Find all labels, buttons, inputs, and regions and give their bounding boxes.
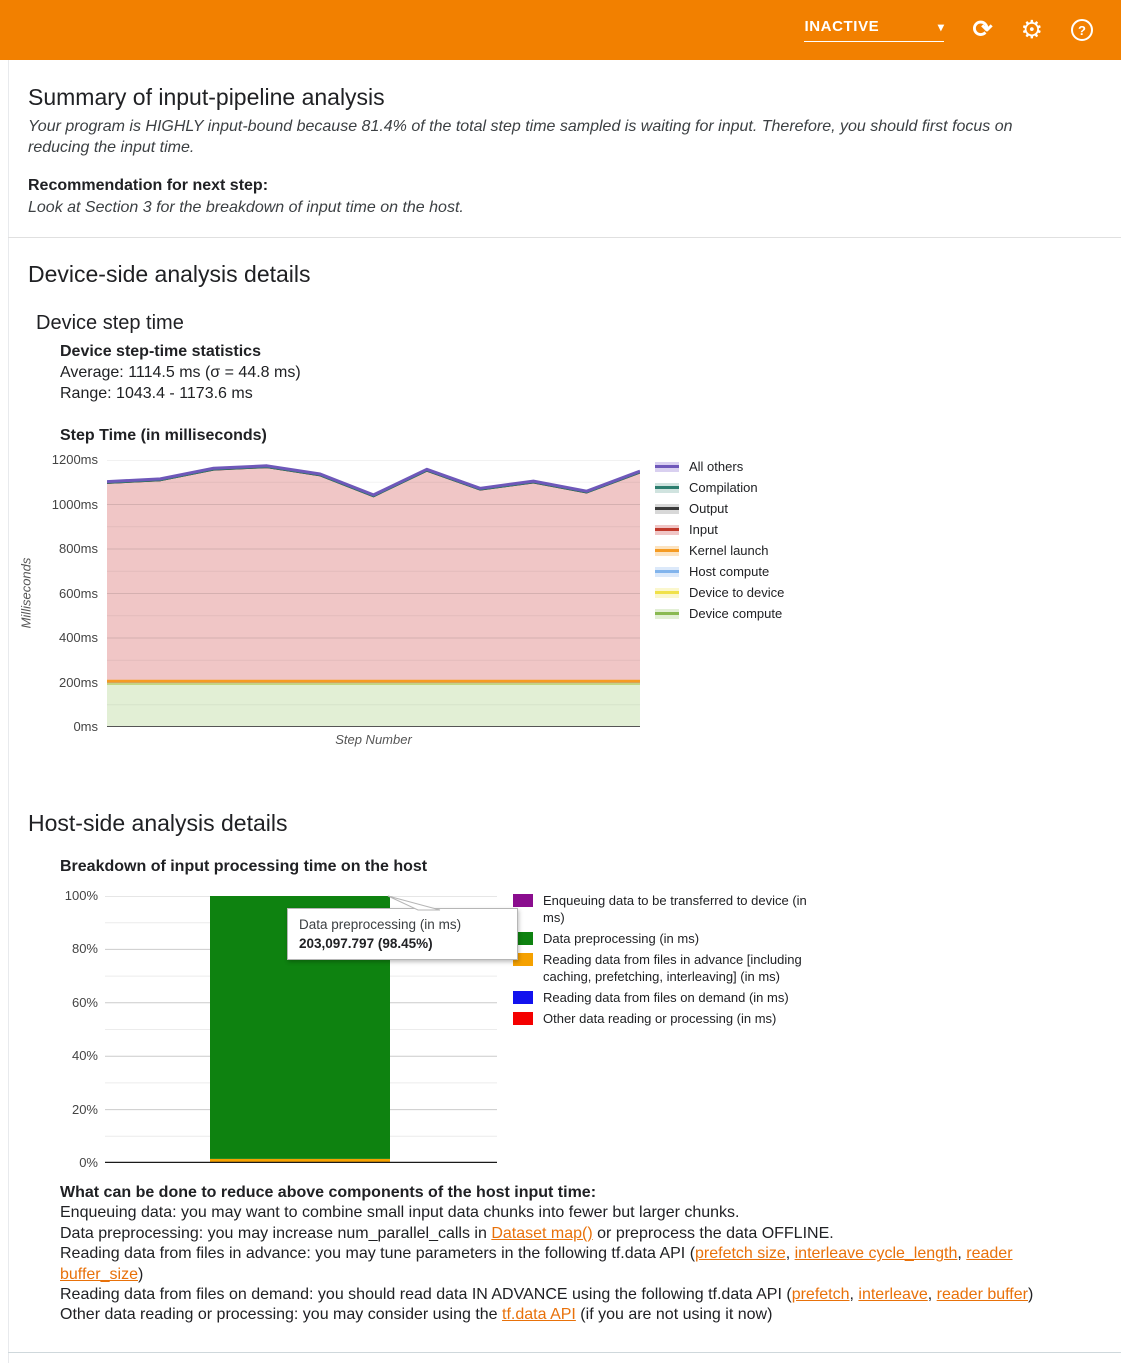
recommendations-heading: What can be done to reduce above components of the host input time: <box>60 1184 597 1201</box>
refresh-icon[interactable]: ⟳ <box>972 16 993 43</box>
legend-item <box>655 540 784 561</box>
legend-item <box>513 1010 815 1027</box>
tooltip-series-name: Data preprocessing (in ms) <box>299 917 462 932</box>
recommendation-text: Enqueuing data: you may want to combine small input data chunks into fewer but larger chunks. <box>60 1204 740 1222</box>
host-chart-heading: Breakdown of input processing time on the host <box>60 858 428 875</box>
y-axis-tick: 1000ms <box>51 496 98 512</box>
legend-swatch-line <box>655 465 679 468</box>
legend-swatch-line <box>655 612 679 615</box>
y-axis-tick: 20% <box>71 1101 98 1117</box>
y-axis-tick: 0% <box>79 1155 98 1170</box>
gear-icon[interactable]: ⚙ <box>1020 15 1043 44</box>
y-axis-tick: 40% <box>71 1048 98 1064</box>
recommendation-text: , <box>957 1245 967 1263</box>
legend-swatch-line <box>655 549 679 552</box>
doc-link[interactable]: interleave <box>858 1286 928 1304</box>
recommendation-line <box>60 1285 1072 1305</box>
recommendation-body: Look at Section 3 for the breakdown of input time on the host. <box>28 199 464 216</box>
y-axis-title: Milliseconds <box>18 557 34 629</box>
run-status-dropdown[interactable] <box>804 18 944 42</box>
content-left-border <box>8 60 9 1363</box>
recommendation-text: , <box>927 1286 937 1304</box>
legend-swatch <box>655 504 679 514</box>
doc-link[interactable]: prefetch size <box>695 1245 786 1263</box>
legend-swatch <box>655 525 679 535</box>
app-toolbar <box>0 0 1121 60</box>
legend-label: Reading data from files in advance [including caching, prefetching, interleaving] (in ms) <box>543 952 802 984</box>
recommendation-text: Reading data from files in advance: you may tune parameters in the following tf.data API ( <box>60 1245 696 1263</box>
y-axis-tick: 60% <box>71 994 98 1010</box>
recommendation-text: , <box>785 1245 795 1263</box>
host-section-title: Host-side analysis details <box>28 810 288 836</box>
legend-item <box>655 561 784 582</box>
run-status-label: INACTIVE <box>804 18 880 35</box>
y-axis-tick: 600ms <box>58 585 98 601</box>
legend-item <box>513 892 815 926</box>
doc-link[interactable]: tf.data API <box>502 1306 576 1324</box>
legend-label: Input <box>689 522 718 537</box>
legend-label: Compilation <box>689 480 758 495</box>
legend-swatch <box>655 546 679 556</box>
legend-swatch <box>655 609 679 619</box>
recommendation-text: , <box>849 1286 859 1304</box>
legend-label: Data preprocessing (in ms) <box>543 931 700 946</box>
legend-label: Device compute <box>689 606 783 621</box>
chevron-down-icon: ▾ <box>937 19 945 34</box>
recommendations-list <box>60 1203 1072 1325</box>
recommendation-text: or preprocess the data OFFLINE. <box>592 1224 834 1242</box>
device-stats-average: Average: 1114.5 ms (σ = 44.8 ms) <box>60 364 301 381</box>
legend-swatch <box>513 894 533 907</box>
doc-link[interactable]: reader buffer <box>936 1286 1028 1304</box>
legend-label: Reading data from files on demand (in ms) <box>543 990 789 1005</box>
legend-item <box>655 456 784 477</box>
legend-swatch <box>655 462 679 472</box>
chart-tooltip <box>287 908 518 960</box>
legend-label: Host compute <box>689 564 770 579</box>
recommendation-text: Data preprocessing: you may increase num_parallel_calls in <box>60 1224 492 1242</box>
legend-item <box>513 951 815 985</box>
device-stats-range: Range: 1043.4 - 1173.6 ms <box>60 385 253 402</box>
legend-item <box>655 519 784 540</box>
recommendation-line <box>60 1224 1072 1244</box>
legend-swatch-line <box>655 486 679 489</box>
legend-item <box>655 477 784 498</box>
recommendation-heading: Recommendation for next step: <box>28 177 269 194</box>
legend-item <box>513 930 815 947</box>
recommendation-line <box>60 1244 1072 1285</box>
recommendation-text: ) <box>1027 1286 1034 1304</box>
legend-label: Output <box>689 501 729 516</box>
device-stats-heading: Device step-time statistics <box>60 343 261 360</box>
legend-swatch <box>513 991 533 1004</box>
legend-swatch-line <box>655 591 679 594</box>
y-axis-tick: 800ms <box>58 541 98 556</box>
legend-swatch-line <box>655 507 679 510</box>
device-section-title: Device-side analysis details <box>28 261 311 287</box>
legend-label: Enqueuing data to be transferred to device (in ms) <box>543 893 807 925</box>
y-axis-tick: 1200ms <box>51 452 98 467</box>
host-chart-legend <box>513 892 815 1031</box>
device-step-time-chart[interactable] <box>107 460 640 727</box>
summary-title: Summary of input-pipeline analysis <box>28 84 385 110</box>
legend-label: Device to device <box>689 585 785 600</box>
host-recommendations <box>60 1183 1072 1326</box>
legend-swatch <box>513 1012 533 1025</box>
y-axis-tick: 400ms <box>58 630 98 645</box>
recommendation-line <box>60 1305 1072 1325</box>
area-fill-input <box>107 468 640 682</box>
y-axis-tick: 100% <box>64 888 98 903</box>
legend-label: All others <box>689 459 744 474</box>
legend-swatch <box>655 483 679 493</box>
device-chart-legend <box>655 456 784 624</box>
y-axis-tick: 200ms <box>58 674 98 690</box>
doc-link[interactable]: prefetch <box>791 1286 850 1304</box>
legend-item <box>655 603 784 624</box>
legend-item <box>655 582 784 603</box>
device-step-time-subtitle: Device step time <box>36 312 184 334</box>
doc-link[interactable]: Dataset map() <box>491 1224 593 1242</box>
legend-item <box>513 989 815 1006</box>
y-axis-tick: 0ms <box>73 719 98 734</box>
legend-label: Other data reading or processing (in ms) <box>543 1011 777 1026</box>
legend-swatch-line <box>655 570 679 573</box>
legend-swatch <box>655 567 679 577</box>
doc-link[interactable]: reader buffer_size <box>60 1245 1013 1283</box>
doc-link[interactable]: interleave cycle_length <box>794 1245 958 1263</box>
device-chart-heading: Step Time (in milliseconds) <box>60 427 267 444</box>
legend-swatch-line <box>655 528 679 531</box>
legend-item <box>655 498 784 519</box>
recommendation-line <box>60 1203 1072 1223</box>
section-divider <box>8 237 1121 238</box>
recommendation-text: ) <box>137 1265 144 1283</box>
tooltip-pointer <box>382 894 444 911</box>
tooltip-value: 203,097.797 (98.45%) <box>299 936 433 951</box>
recommendation-text: Reading data from files on demand: you should read data IN ADVANCE using the following tf.data API ( <box>60 1286 792 1304</box>
recommendation-text: (if you are not using it now) <box>575 1306 773 1324</box>
recommendation-text: Other data reading or processing: you may consider using the <box>60 1306 503 1324</box>
help-icon[interactable]: ? <box>1071 19 1093 41</box>
legend-swatch <box>655 588 679 598</box>
bottom-divider <box>8 1352 1121 1353</box>
y-axis-tick: 80% <box>71 941 98 957</box>
legend-label: Kernel launch <box>689 543 769 558</box>
x-axis-title: Step Number <box>335 732 412 747</box>
summary-body: Your program is HIGHLY input-bound because 81.4% of the total step time sampled is waiting for input. Therefore, you should first focus on reducing the input time. <box>28 118 1013 156</box>
